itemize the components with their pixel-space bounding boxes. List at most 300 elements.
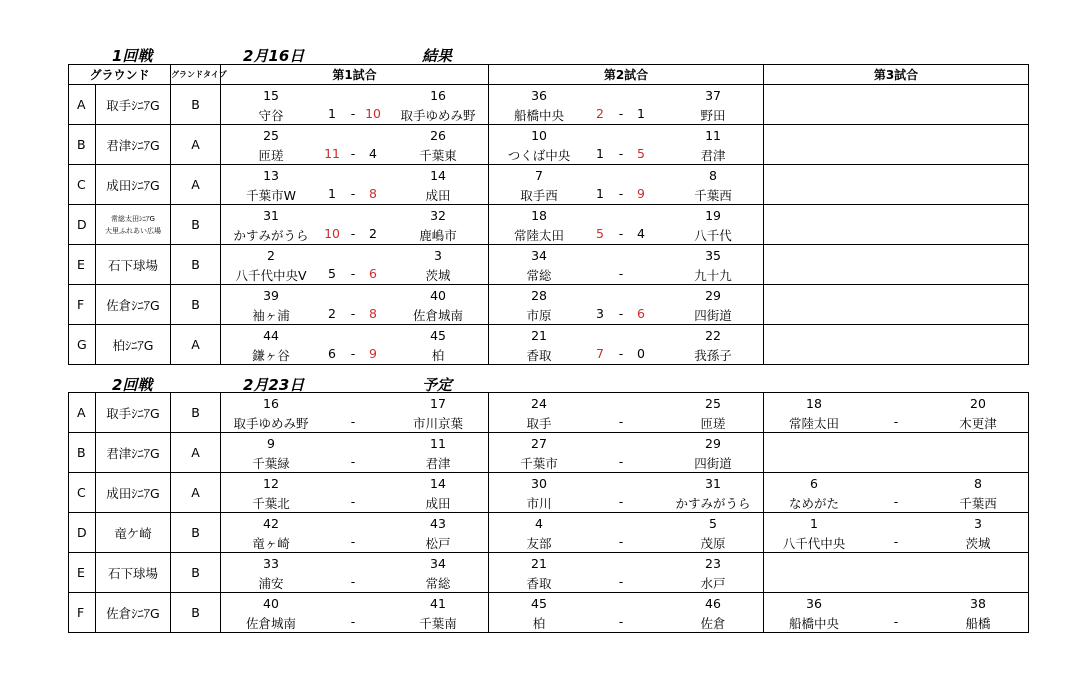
game-number-away: 34 [430,555,446,571]
game-number-home: 10 [531,127,547,143]
game-number-away: 31 [705,475,721,491]
ground-letter: C [69,473,96,513]
game-number-home: 33 [263,555,279,571]
game-number-home: 15 [263,87,279,103]
team-away: 千葉南 [419,615,457,631]
match-cell-m3 [764,325,1029,365]
match-slot [489,326,763,364]
game-number-away: 16 [430,87,446,103]
match-cell-m2 [489,593,764,633]
round1-status: 結果 [422,47,453,65]
score-dash: - [350,145,356,161]
team-away: 木更津 [959,415,997,431]
team-away: 茨城 [965,535,991,551]
game-number-home: 16 [263,395,279,411]
game-number-home: 1 [810,515,818,531]
game-number-away: 46 [705,595,721,611]
table-row [69,473,1029,513]
match-cell-m1 [221,513,489,553]
team-away: 野田 [700,107,726,123]
team-home: なめがた [788,495,839,511]
match-slot [221,394,488,432]
match-slot [221,206,488,244]
ground-name [96,205,171,245]
ground-name: 竜ケ崎 [96,513,171,553]
ground-letter: A [69,393,96,433]
score-away: 10 [365,105,381,121]
team-home: かすみがうら [233,227,309,243]
team-away: 成田 [425,187,451,203]
score-dash: - [618,265,624,281]
match-slot [221,554,488,592]
match-slot [764,514,1028,552]
score-home: 7 [596,345,604,361]
game-number-away: 43 [430,515,446,531]
match-slot [221,434,488,472]
score-dash: - [618,225,624,241]
match-slot [221,126,488,164]
score-home: 5 [328,265,336,281]
score-dash: - [618,413,624,429]
ground-letter: F [69,285,96,325]
score-dash: - [618,573,624,589]
team-away: 佐倉 [700,615,726,631]
score-dash: - [618,305,624,321]
game-number-home: 24 [531,395,547,411]
match1-header: 第1試合 [221,65,489,85]
game-number-home: 9 [267,435,275,451]
game-number-away: 26 [430,127,446,143]
score-home: 2 [328,305,336,321]
ground-name: 成田ｼﾆｱG [96,473,171,513]
match-cell-m3 [764,513,1029,553]
match-cell-m2 [489,325,764,365]
team-away: 鹿嶋市 [419,227,457,243]
game-number-home: 13 [263,167,279,183]
game-number-away: 25 [705,395,721,411]
ground-letter: E [69,553,96,593]
match-cell-m2 [489,205,764,245]
team-away: 茨城 [425,267,451,283]
game-number-home: 45 [531,595,547,611]
game-number-away: 23 [705,555,721,571]
match-slot [221,514,488,552]
game-number-away: 5 [709,515,717,531]
score-away: 6 [369,265,377,281]
team-home: 千葉市 [520,455,558,471]
match-slot [489,594,763,632]
match-cell-m1 [221,125,489,165]
score-dash: - [350,453,356,469]
score-dash: - [618,613,624,629]
game-number-home: 12 [263,475,279,491]
match-cell-m2 [489,473,764,513]
team-away: 取手ゆめみ野 [400,107,476,123]
match-slot [764,474,1028,512]
score-dash: - [893,533,899,549]
team-home: 柏 [532,615,546,631]
team-home: 船橋中央 [788,615,839,631]
ground-type: B [171,393,221,433]
match-slot [489,126,763,164]
table-row [69,393,1029,433]
ground-type: A [171,433,221,473]
team-away: 千葉西 [959,495,997,511]
match3-header: 第3試合 [764,65,1029,85]
match-cell-m3 [764,205,1029,245]
team-away: かすみがうら [675,495,751,511]
ground-name: 取手ｼﾆｱG [96,393,171,433]
match-cell-m3 [764,473,1029,513]
table-row [69,513,1029,553]
table-row [69,285,1029,325]
match-cell-m1 [221,85,489,125]
team-away: 九十九 [694,267,732,283]
team-home: 千葉市W [246,187,296,203]
score-dash: - [618,453,624,469]
ground-letter: B [69,125,96,165]
match-slot [489,434,763,472]
score-away: 8 [369,185,377,201]
score-dash: - [350,345,356,361]
game-number-away: 3 [974,515,982,531]
team-away: 四街道 [694,455,732,471]
team-away: 佐倉城南 [413,307,464,323]
game-number-home: 21 [531,327,547,343]
score-dash: - [893,493,899,509]
team-away: 君津 [700,147,726,163]
team-home: 八千代中央V [235,267,307,283]
game-number-away: 29 [705,287,721,303]
match-slot [221,86,488,124]
match-slot [764,394,1028,432]
match-cell-m1 [221,205,489,245]
round1-date: 2月16日 [243,47,305,65]
match-slot [489,166,763,204]
team-away: 匝瑳 [700,415,726,431]
team-away: 君津 [425,455,451,471]
score-away: 9 [637,185,645,201]
match-slot [489,394,763,432]
table-row [69,433,1029,473]
match-cell-m1 [221,165,489,205]
game-number-home: 31 [263,207,279,223]
match-cell-m1 [221,393,489,433]
match-slot [764,594,1028,632]
match-slot [489,206,763,244]
ground-letter: A [69,85,96,125]
match-cell-m2 [489,285,764,325]
game-number-home: 6 [810,475,818,491]
game-number-away: 20 [970,395,986,411]
game-number-home: 25 [263,127,279,143]
score-dash: - [618,145,624,161]
table-row [69,245,1029,285]
score-dash: - [350,413,356,429]
match-cell-m3 [764,165,1029,205]
team-away: 千葉西 [694,187,732,203]
score-home: 1 [328,105,336,121]
match-cell-m2 [489,393,764,433]
match-cell-m2 [489,433,764,473]
team-home: 友部 [526,535,552,551]
round2-status: 予定 [422,376,453,394]
game-number-away: 40 [430,287,446,303]
game-number-away: 37 [705,87,721,103]
table-row [69,125,1029,165]
team-home: 鎌ヶ谷 [252,347,290,363]
match-cell-m2 [489,165,764,205]
game-number-home: 36 [806,595,822,611]
score-away: 6 [637,305,645,321]
team-away: 船橋 [965,615,991,631]
game-number-away: 32 [430,207,446,223]
team-home: 香取 [526,575,552,591]
ground-name: 君津ｼﾆｱG [96,433,171,473]
score-dash: - [350,305,356,321]
team-home: 常陸太田 [788,415,839,431]
score-dash: - [350,573,356,589]
score-dash: - [618,533,624,549]
round1-title: 1回戦 [112,47,153,65]
game-number-away: 17 [430,395,446,411]
team-away: 茂原 [700,535,726,551]
match-cell-m1 [221,325,489,365]
team-home: 取手 [526,415,552,431]
team-home: 常陸太田 [514,227,565,243]
game-number-home: 40 [263,595,279,611]
ground-type-header: グランドタイプ [171,65,221,85]
match-cell-m3 [764,245,1029,285]
match-cell-m1 [221,285,489,325]
game-number-away: 19 [705,207,721,223]
match-cell-m2 [489,513,764,553]
score-dash: - [350,493,356,509]
game-number-away: 29 [705,435,721,451]
team-away: 千葉東 [419,147,457,163]
match-cell-m1 [221,473,489,513]
match-cell-m1 [221,593,489,633]
table-row [69,553,1029,593]
ground-type: A [171,165,221,205]
game-number-away: 22 [705,327,721,343]
ground-name-line2: 大里ふれあい広場 [105,226,161,235]
score-dash: - [893,613,899,629]
score-away: 4 [369,145,377,161]
game-number-away: 35 [705,247,721,263]
game-number-away: 11 [430,435,446,451]
score-dash: - [618,185,624,201]
game-number-home: 18 [806,395,822,411]
score-dash: - [618,345,624,361]
match-cell-m3 [764,125,1029,165]
match2-header: 第2試合 [489,65,764,85]
team-away: 四街道 [694,307,732,323]
game-number-home: 34 [531,247,547,263]
team-home: 市川 [526,495,552,511]
score-away: 5 [637,145,645,161]
team-home: 千葉北 [252,495,290,511]
ground-name: 佐倉ｼﾆｱG [96,593,171,633]
match-slot [489,514,763,552]
ground-name: 君津ｼﾆｱG [96,125,171,165]
score-away: 1 [637,105,645,121]
match-cell-m1 [221,245,489,285]
team-home: 取手ゆめみ野 [233,415,309,431]
match-slot [221,166,488,204]
game-number-away: 38 [970,595,986,611]
team-away: 水戸 [700,575,726,591]
score-away: 9 [369,345,377,361]
match-slot [489,286,763,324]
match-cell-m2 [489,553,764,593]
game-number-home: 44 [263,327,279,343]
score-away: 4 [637,225,645,241]
team-home: 取手西 [520,187,558,203]
team-home: 浦安 [258,575,284,591]
team-home: 千葉緑 [252,455,290,471]
game-number-away: 14 [430,475,446,491]
match-cell-m3 [764,593,1029,633]
score-dash: - [350,225,356,241]
ground-name: 石下球場 [96,553,171,593]
team-away: 柏 [431,347,445,363]
round2-title: 2回戦 [112,376,153,394]
team-home: 船橋中央 [514,107,565,123]
game-number-home: 42 [263,515,279,531]
match-cell-m2 [489,125,764,165]
game-number-home: 4 [535,515,543,531]
ground-type: A [171,473,221,513]
match-slot [221,326,488,364]
score-home: 3 [596,305,604,321]
game-number-home: 39 [263,287,279,303]
match-slot [221,246,488,284]
team-home: 匝瑳 [258,147,284,163]
game-number-home: 7 [535,167,543,183]
match-cell-m2 [489,85,764,125]
match-cell-m3 [764,85,1029,125]
team-away: 市川京葉 [412,415,463,431]
table-row [69,205,1029,245]
ground-letter: D [69,513,96,553]
ground-name: 取手ｼﾆｱG [96,85,171,125]
ground-name: 成田ｼﾆｱG [96,165,171,205]
team-away: 成田 [425,495,451,511]
ground-type: B [171,285,221,325]
team-away: 常総 [425,575,451,591]
match-slot [489,474,763,512]
team-away: 我孫子 [694,347,732,363]
score-away: 2 [369,225,377,241]
match-slot [221,286,488,324]
ground-name-line1: 常総太田ｼﾆｱG [111,214,155,223]
score-dash: - [618,493,624,509]
game-number-away: 8 [974,475,982,491]
round2-table [68,392,1029,633]
game-number-away: 41 [430,595,446,611]
table-row [69,325,1029,365]
ground-type: B [171,513,221,553]
score-dash: - [893,413,899,429]
ground-type: B [171,553,221,593]
team-home: 竜ヶ崎 [252,535,290,551]
game-number-away: 8 [709,167,717,183]
match-slot [221,474,488,512]
score-home: 6 [328,345,336,361]
score-dash: - [350,265,356,281]
ground-type: B [171,85,221,125]
match-slot [221,594,488,632]
ground-letter: E [69,245,96,285]
score-home: 10 [324,225,340,241]
game-number-home: 27 [531,435,547,451]
ground-letter: C [69,165,96,205]
game-number-away: 45 [430,327,446,343]
round1-table [68,64,1029,365]
ground-header: グラウンド [69,65,171,85]
game-number-home: 21 [531,555,547,571]
team-away: 八千代 [694,227,732,243]
score-away: 8 [369,305,377,321]
game-number-away: 3 [434,247,442,263]
ground-name: 石下球場 [96,245,171,285]
table-row [69,165,1029,205]
team-away: 松戸 [425,535,451,551]
ground-letter: G [69,325,96,365]
ground-type: A [171,325,221,365]
score-home: 5 [596,225,604,241]
score-home: 1 [328,185,336,201]
match-cell-m3 [764,553,1029,593]
match-cell-m3 [764,285,1029,325]
team-home: 守谷 [258,107,284,123]
score-home: 11 [324,145,340,161]
ground-name: 佐倉ｼﾆｱG [96,285,171,325]
score-away: 0 [637,345,645,361]
ground-letter: D [69,205,96,245]
match-cell-m3 [764,433,1029,473]
ground-type: B [171,205,221,245]
team-home: 香取 [526,347,552,363]
ground-type: A [171,125,221,165]
score-dash: - [350,533,356,549]
score-dash: - [350,105,356,121]
score-dash: - [350,613,356,629]
table-row [69,85,1029,125]
team-home: 八千代中央 [782,535,846,551]
round2-date: 2月23日 [243,376,305,394]
team-home: 佐倉城南 [245,615,296,631]
ground-type: B [171,245,221,285]
team-home: つくば中央 [507,147,571,163]
match-slot [489,246,763,284]
match-slot [489,86,763,124]
score-dash: - [618,105,624,121]
match-cell-m2 [489,245,764,285]
ground-type: B [171,593,221,633]
game-number-home: 18 [531,207,547,223]
ground-letter: B [69,433,96,473]
game-number-home: 30 [531,475,547,491]
game-number-home: 2 [267,247,275,263]
score-dash: - [350,185,356,201]
table-row [69,593,1029,633]
team-home: 常総 [526,267,552,283]
ground-name: 柏ｼﾆｱG [96,325,171,365]
match-cell-m1 [221,553,489,593]
match-cell-m1 [221,433,489,473]
